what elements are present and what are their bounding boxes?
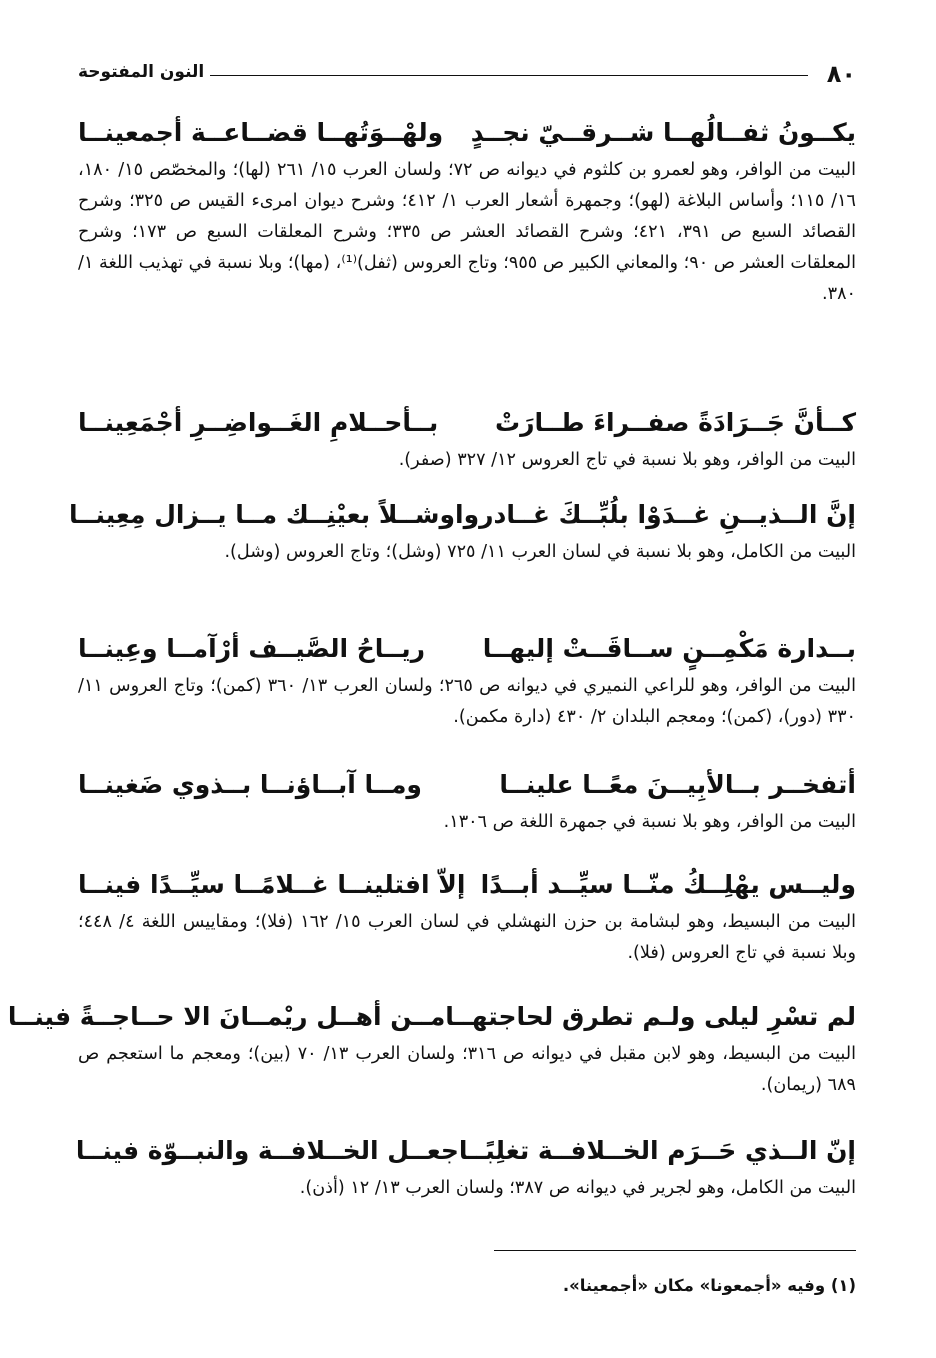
first-hemistich: لم تسْرِ ليلى ولـم تطرق لحاجتهــا xyxy=(445,1001,856,1031)
running-title: النون المفتوحة xyxy=(78,62,205,82)
verse-note: البيت من الوافر، وهو بلا نسبة في جمهرة اللغة ص ١٣٠٦. xyxy=(443,812,856,832)
first-hemistich: كــأنَّ جَــرَادَةً صفــراءَ طــارَتْ xyxy=(495,407,856,437)
verse-note: البيت من الوافر، وهو للراعي النميري في ديوانه ص ٢٦٥؛ ولسان العرب ١٣/ ٣٦٠ (كمن)؛ وتاج العروس ١١/ ٣٣٠ (دور)، (كمن)؛ ومعجم البلدان ٢/ ٤٣٠ (دارة مكمن). xyxy=(78,676,856,727)
poem-entry xyxy=(78,402,856,476)
first-hemistich: إنّ الــذي حَــرَم الخــلافــة تغلِبًــا xyxy=(458,1135,856,1165)
second-hemistich: وشــلاً بعيْنِــك مــا يــزال مِعِينــا xyxy=(69,499,456,529)
verse-line xyxy=(78,764,856,804)
verse-note: البيت من الوافر، وهو بلا نسبة في تاج العروس ١٢/ ٣٢٧ (صفر). xyxy=(398,450,856,470)
second-hemistich: جعــل الخــلافــة والنبــوّة فينــا xyxy=(75,1135,459,1165)
verse-note: البيت من الكامل، وهو بلا نسبة في لسان العرب ١١/ ٧٢٥ (وشل)؛ وتاج العروس (وشل). xyxy=(224,542,856,562)
verse-note: البيت من البسيط، وهو لابن مقبل في ديوانه ص ٣١٦؛ ولسان العرب ١٣/ ٧٠ (بين)؛ ومعجم ما استعجم ص ٦٨٩ (ريمان). xyxy=(78,1044,856,1095)
verse-line xyxy=(69,494,856,534)
second-hemistich: ولهْــوَتُهــا قضــاعــة أجمعينــا xyxy=(78,117,444,147)
page-header xyxy=(78,60,856,96)
verse-line xyxy=(78,402,856,442)
verse-line xyxy=(75,1130,856,1170)
poem-entry xyxy=(78,864,856,969)
second-hemistich: إلاّ افتلينــا غــلامًــا سيِّــدًا فينــا xyxy=(78,869,466,899)
second-hemistich: بــأحــلامِ الغَــواضِــرِ أجْمَعِينــا xyxy=(78,407,439,437)
poem-entry xyxy=(69,494,856,568)
poem-entry xyxy=(7,996,856,1101)
footnote: (١) وفيه «أجمعونا» مكان «أجمعينا». xyxy=(562,1276,856,1295)
second-hemistich: ريــاحُ الصَّيــف أرْآمــا وعِينــا xyxy=(78,633,426,663)
second-hemistich: مــن أهــل ريْمــانَ الا حــاجــةً فينــا xyxy=(7,1001,446,1031)
footnote-rule xyxy=(494,1250,856,1251)
verse-note: البيت من البسيط، وهو لبشامة بن حزن النهشلي في لسان العرب ١٥/ ١٦٢ (فلا)؛ ومقاييس اللغة ٤/ ٤٤٨؛ وبلا نسبة في تاج العروس (فلا). xyxy=(78,912,856,963)
second-hemistich: ومــا آبــاؤنــا بــذوي ضَغينــا xyxy=(78,769,422,799)
verse-note: البيت من الوافر، وهو لعمرو بن كلثوم في ديوانه ص ٧٢؛ ولسان العرب ١٥/ ٢٦١ (لها)؛ والمخصّص ١٥/ ١٨٠، ١٦/ ١١٥؛ وأساس البلاغة (لهو)؛ وجمهرة أشعار العرب ١/ ٤١٢؛ وشرح ديوان امرىء القيس ص ٣٢٥؛ وشرح القصائد السبع ص ٣٩١، ٤٢١؛ وشرح القصائد العشر ص ٣٣٥؛ وشرح المعلقات السبع ص ١٧٣؛ وشرح المعلقات العشر ص ٩٠؛ والمعاني الكبير ص ٩٥٥؛ وتاج العروس (ثفل)⁽¹⁾، (مها)؛ وبلا نسبة في تهذيب اللغة ١/ ٣٨٠. xyxy=(78,160,856,304)
page-number: ٨٠ xyxy=(826,60,856,88)
header-rule xyxy=(210,75,808,76)
poem-entry xyxy=(78,628,856,733)
verse-line xyxy=(7,996,856,1036)
first-hemistich: أتفخــر بــالأبِيــنَ معًــا علينــا xyxy=(499,769,856,799)
first-hemistich: وليــس يهْلِــكُ منّــا سيِّــد أبــدًا xyxy=(480,869,856,899)
first-hemistich: يكــونُ ثفــالُهــا شــرقــيّ نجــدٍ xyxy=(470,117,856,147)
verse-line xyxy=(78,112,856,152)
poem-entry xyxy=(78,764,856,838)
verse-line xyxy=(78,628,856,668)
first-hemistich: بــدارة مَكْمِــنٍ ســاقَــتْ إليهــا xyxy=(482,633,856,663)
first-hemistich: إنَّ الــذيــنِ غــدَوْا بلُبِّــكَ غــادروا xyxy=(455,499,856,529)
verse-note: البيت من الكامل، وهو لجرير في ديوانه ص ٣٨٧؛ ولسان العرب ١٣/ ١٢ (أذن). xyxy=(299,1178,856,1198)
poem-entry xyxy=(78,112,856,310)
poem-entry xyxy=(75,1130,856,1204)
verse-line xyxy=(78,864,856,904)
